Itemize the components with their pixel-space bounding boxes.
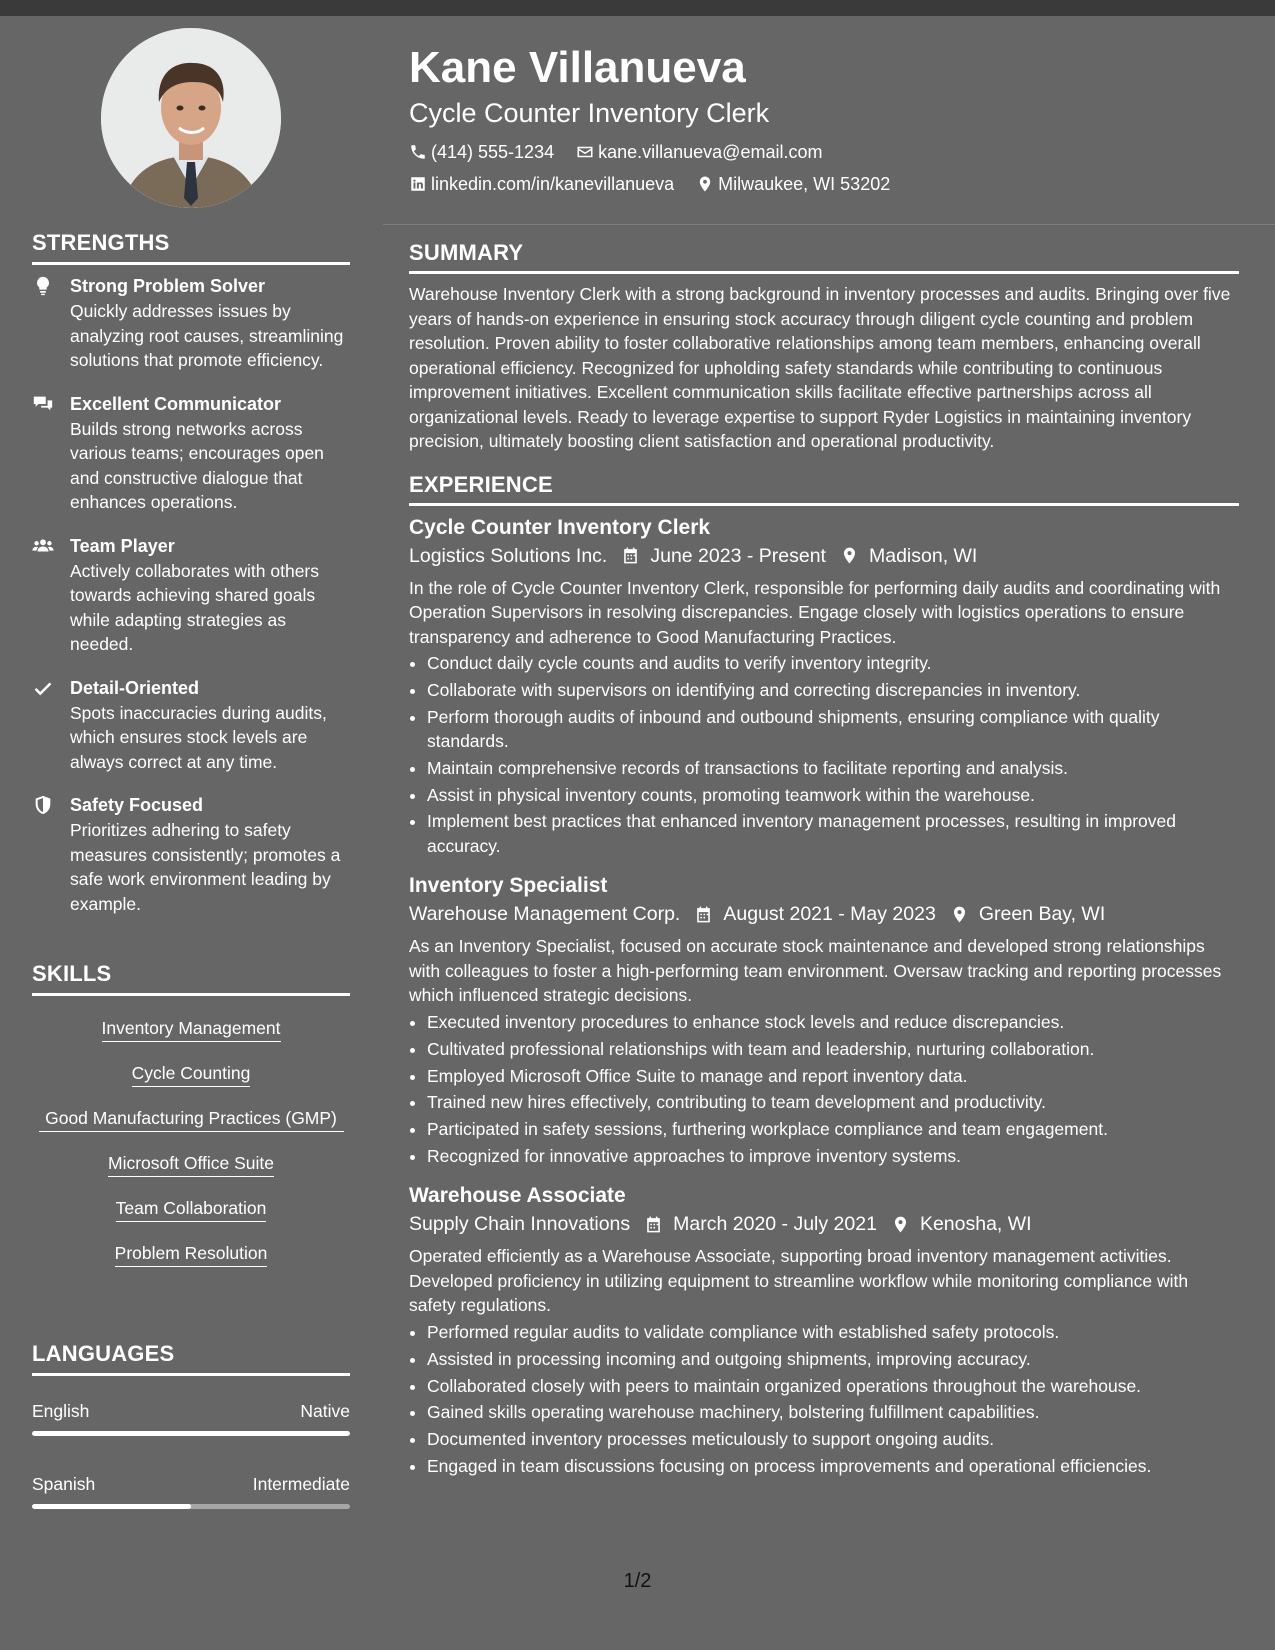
job-dates: August 2021 - May 2023 [694,900,935,928]
resume-header [409,40,1239,196]
strength-description: Actively collaborates with others towards achieving shared goals while adapting strategies as needed. [70,560,319,654]
skill-item: Good Manufacturing Practices (GMP) [39,1106,344,1132]
lightbulb-icon [32,275,54,297]
list-item: • Cultivated professional relationships with team and leadership, nurturing collaboration. [427,1037,1239,1062]
strength-title: Strong Problem Solver [70,276,266,296]
job-meta [409,900,1239,928]
skill-item: Cycle Counting [132,1061,251,1087]
strength-title: Excellent Communicator [70,393,282,414]
chat-bubbles-icon [32,393,54,415]
strength-item [32,392,350,515]
language-item [32,1472,350,1509]
profile-photo [101,28,281,208]
language-name: Spanish [32,1474,96,1494]
strengths-list [32,274,350,935]
strength-description: Builds strong networks across various teams; encourages open and constructive dialogue that enhances operations. [70,418,324,512]
job-dates: March 2020 - July 2021 [644,1210,877,1238]
list-item: • Trained new hires effectively, contributing to team development and productivity. [427,1090,1239,1115]
checkmark-icon [32,677,54,699]
language-proficiency-bar [32,1431,350,1436]
job-description: Operated efficiently as a Warehouse Associate, supporting broad inventory management activities. Developed proficiency in utilizing equipment to streamline workflow while monitoring compliance with safety regulations. [409,1246,1189,1316]
list-item: • Performed regular audits to validate compliance with established safety protocols. [427,1320,1239,1345]
envelope-icon [576,143,594,161]
language-proficiency-bar [32,1504,350,1509]
job-bullets [409,1010,1239,1168]
list-item: • Perform thorough audits of inbound and outbound shipments, ensuring compliance with quality standards. [427,705,1239,754]
strength-title: Team Player [70,535,175,556]
skill-item: Problem Resolution [115,1241,268,1267]
skills-list [32,1016,350,1286]
strength-description: Prioritizes adhering to safety measures consistently; promotes a safe work environment leading by example. [70,820,341,914]
job-company: Logistics Solutions Inc. [409,544,608,567]
left-column [0,16,383,1650]
strength-item [32,274,350,373]
language-proficiency-fill [32,1431,350,1436]
shield-icon [32,794,54,816]
calendar-icon [621,546,640,565]
list-item: • Collaborated closely with peers to maintain organized operations throughout the warehouse. [427,1374,1239,1399]
list-item: • Documented inventory processes meticulously to support ongoing audits. [427,1427,1239,1452]
list-item: • Conduct daily cycle counts and audits to verify inventory integrity. [427,651,1239,676]
contact-row [409,172,1239,196]
language-item [32,1399,350,1436]
language-level: Native [300,1401,350,1421]
main-column [409,240,1239,1492]
page-number: 1/2 [623,1570,652,1592]
contact-email[interactable]: kane.villanueva@email.com [576,140,822,164]
strength-item [32,534,350,657]
strengths-heading: STRENGTHS [32,230,350,265]
list-item: • Recognized for innovative approaches to improve inventory systems. [427,1144,1239,1169]
top-bar [0,0,1275,16]
candidate-name: Kane Villanueva [409,43,746,92]
list-item: • Participated in safety sessions, furthering workplace compliance and team engagement. [427,1117,1239,1142]
job-location: Madison, WI [840,542,977,570]
list-item: • Maintain comprehensive records of transactions to facilitate reporting and analysis. [427,756,1239,781]
job-meta [409,542,1239,570]
calendar-icon [694,905,713,924]
job-location: Green Bay, WI [950,900,1105,928]
job-location: Kenosha, WI [891,1210,1032,1238]
calendar-icon [644,1215,663,1234]
skill-item: Inventory Management [102,1016,281,1042]
avatar [101,28,281,208]
strength-item [32,676,350,775]
strength-title: Detail-Oriented [70,677,200,698]
list-item: • Engaged in team discussions focusing on process improvements and operational efficiencies. [427,1454,1239,1479]
strength-item [32,793,350,916]
contact-row [409,140,1239,164]
job-bullets [409,651,1239,858]
languages-list [32,1399,350,1545]
language-level: Intermediate [252,1474,350,1494]
language-name: English [32,1401,90,1421]
contact-phone: (414) 555-1234 [409,140,554,164]
job-entry [409,514,1239,859]
list-item: • Employed Microsoft Office Suite to manage and report inventory data. [427,1064,1239,1089]
job-meta [409,1210,1239,1238]
map-pin-icon [891,1215,910,1234]
summary-text: Warehouse Inventory Clerk with a strong background in inventory processes and audits. Bringing over five years of hands-on experience in ensuring stock accuracy through diligent cycle counting and problem resolution. Proven ability to foster collaborative relationships among team members, enhancing overall operational efficiency. Recognized for upholding safety standards while contributing to continuous improvement initiatives. Excellent communication skills facilitate effective partnerships across all organizational levels. Ready to leverage expertise to support Ryder Logistics in maintaining inventory precision, ultimately boosting client satisfaction and operational productivity. [409,284,1231,451]
experience-heading: EXPERIENCE [409,472,1239,506]
skill-item: Microsoft Office Suite [108,1151,274,1177]
header-divider [383,224,1275,225]
job-entry [409,872,1239,1168]
list-item: • Assisted in processing incoming and outgoing shipments, improving accuracy. [427,1347,1239,1372]
job-title: Inventory Specialist [409,874,608,898]
map-pin-icon [950,905,969,924]
job-dates: June 2023 - Present [621,542,826,570]
job-description: As an Inventory Specialist, focused on accurate stock maintenance and developed strong relationships with colleagues to foster a high-performing team environment. Oversaw tracking and reporting processes which influenced strategic decisions. [409,936,1222,1006]
job-bullets [409,1320,1239,1478]
list-item: • Collaborate with supervisors on identifying and correcting discrepancies in inventory. [427,678,1239,703]
job-title: Cycle Counter Inventory Clerk [409,515,711,539]
skill-item: Team Collaboration [116,1196,267,1222]
list-item: • Executed inventory procedures to enhance stock levels and reduce discrepancies. [427,1010,1239,1035]
job-title: Warehouse Associate [409,1184,626,1208]
job-company: Supply Chain Innovations [409,1213,631,1236]
list-item: • Assist in physical inventory counts, promoting teamwork within the warehouse. [427,783,1239,808]
skills-heading: SKILLS [32,961,350,996]
job-entry [409,1182,1239,1478]
summary-heading: SUMMARY [409,240,1239,274]
candidate-role: Cycle Counter Inventory Clerk [409,98,770,128]
job-description: In the role of Cycle Counter Inventory Clerk, responsible for performing daily audits and coordinating with Operation Supervisors in resolving discrepancies. Engage closely with logistics operations to ensure transparency and adherence to Good Manufacturing Practices. [409,577,1221,647]
phone-icon [409,143,427,161]
linkedin-icon [409,175,427,193]
list-item: • Implement best practices that enhanced inventory management processes, resulting in improved accuracy. [427,809,1239,858]
map-pin-icon [840,546,859,565]
contact-linkedin[interactable]: linkedin.com/in/kanevillanueva [409,172,674,196]
map-pin-icon [696,175,714,193]
job-company: Warehouse Management Corp. [409,903,681,926]
languages-heading: LANGUAGES [32,1341,350,1376]
strength-description: Quickly addresses issues by analyzing root causes, streamlining solutions that promote efficiency. [70,301,344,370]
strength-description: Spots inaccuracies during audits, which ensures stock levels are always correct at any time. [70,702,327,772]
strength-title: Safety Focused [70,795,204,815]
language-proficiency-fill [32,1504,191,1509]
users-icon [32,535,54,557]
list-item: • Gained skills operating warehouse machinery, bolstering fulfillment capabilities. [427,1400,1239,1425]
contact-location: Milwaukee, WI 53202 [696,172,890,196]
